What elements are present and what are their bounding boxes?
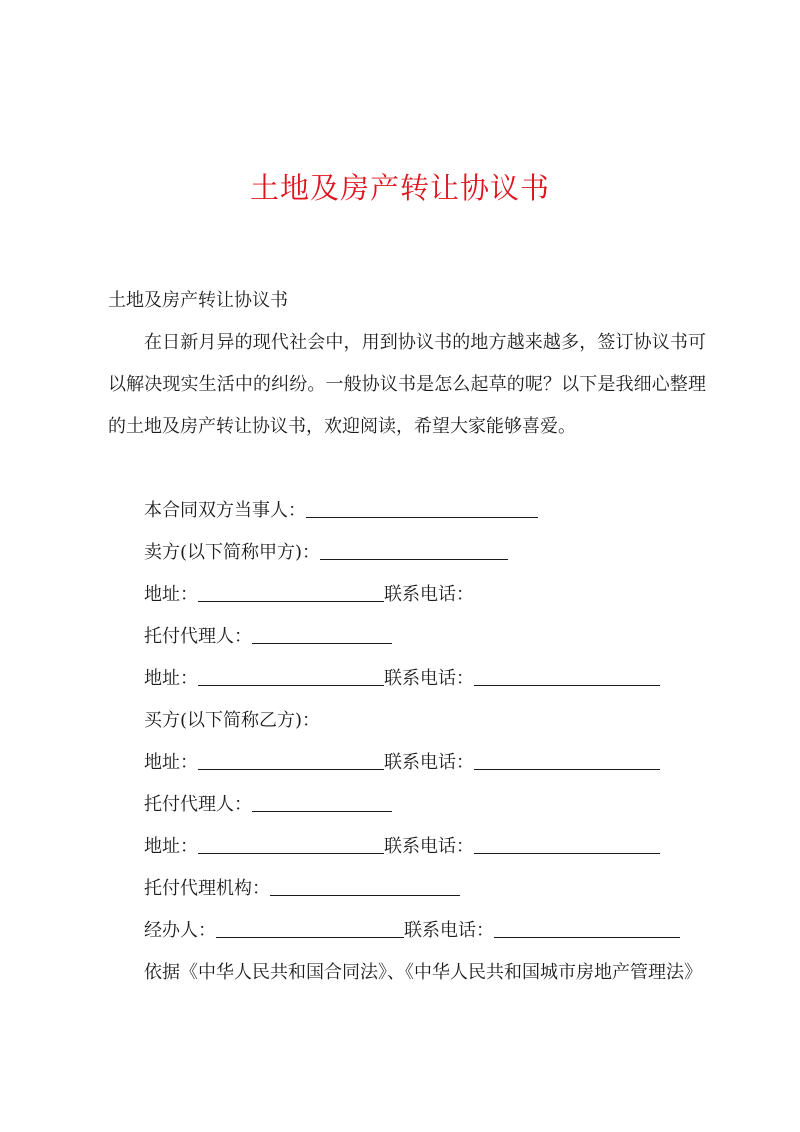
intro-paragraph: 在日新月异的现代社会中，用到协议书的地方越来越多，签订协议书可以解决现实生活中的纠纷。一般协议书是怎么起草的呢？以下是我细心整理的土地及房产转让协议书，欢迎阅读，希望大家能够喜爱。 xyxy=(108,332,706,437)
agency-label: 托付代理机构： xyxy=(144,878,270,899)
phone-blank[interactable] xyxy=(494,919,680,938)
phone-blank[interactable] xyxy=(474,751,660,770)
phone-label: 联系电话： xyxy=(384,584,474,605)
address-label: 地址： xyxy=(144,584,198,605)
agent-label: 托付代理人： xyxy=(144,626,252,647)
phone-blank[interactable] xyxy=(474,667,660,686)
address-label: 地址： xyxy=(144,752,198,773)
seller-line xyxy=(144,538,508,568)
buyer-address-line xyxy=(144,748,660,778)
handler-line xyxy=(144,916,680,946)
parties-blank[interactable] xyxy=(306,499,538,518)
parties-line xyxy=(144,496,538,526)
buyer-agent-address-line xyxy=(144,832,660,862)
phone-label: 联系电话： xyxy=(384,668,474,689)
handler-label: 经办人： xyxy=(144,920,216,941)
agent-blank[interactable] xyxy=(252,625,392,644)
seller-address-line xyxy=(144,580,474,610)
address-label: 地址： xyxy=(144,668,198,689)
buyer-line xyxy=(144,706,320,736)
phone-label: 联系电话： xyxy=(404,920,494,941)
parties-label: 本合同双方当事人： xyxy=(144,500,306,521)
seller-agent-line xyxy=(144,622,392,652)
address-blank[interactable] xyxy=(198,667,384,686)
address-blank[interactable] xyxy=(198,583,384,602)
agent-label: 托付代理人： xyxy=(144,794,252,815)
seller-blank[interactable] xyxy=(320,541,508,560)
buyer-agent-line xyxy=(144,790,392,820)
seller-label: 卖方(以下简称甲方)： xyxy=(144,542,321,563)
phone-label: 联系电话： xyxy=(384,836,474,857)
handler-blank[interactable] xyxy=(216,919,404,938)
phone-label: 联系电话： xyxy=(384,752,474,773)
document-title: 土地及房产转让协议书 xyxy=(249,171,550,205)
legal-basis-line: 依据《中华人民共和国合同法》、《中华人民共和国城市房地产管理法》 xyxy=(144,962,702,983)
buyer-label: 买方(以下简称乙方)： xyxy=(144,710,321,731)
agent-blank[interactable] xyxy=(252,793,392,812)
address-blank[interactable] xyxy=(198,835,384,854)
address-blank[interactable] xyxy=(198,751,384,770)
agency-line xyxy=(144,874,460,904)
phone-blank[interactable] xyxy=(474,835,660,854)
seller-agent-address-line xyxy=(144,664,660,694)
agency-blank[interactable] xyxy=(270,877,460,896)
address-label: 地址： xyxy=(144,836,198,857)
document-subtitle: 土地及房产转让协议书 xyxy=(108,290,288,311)
